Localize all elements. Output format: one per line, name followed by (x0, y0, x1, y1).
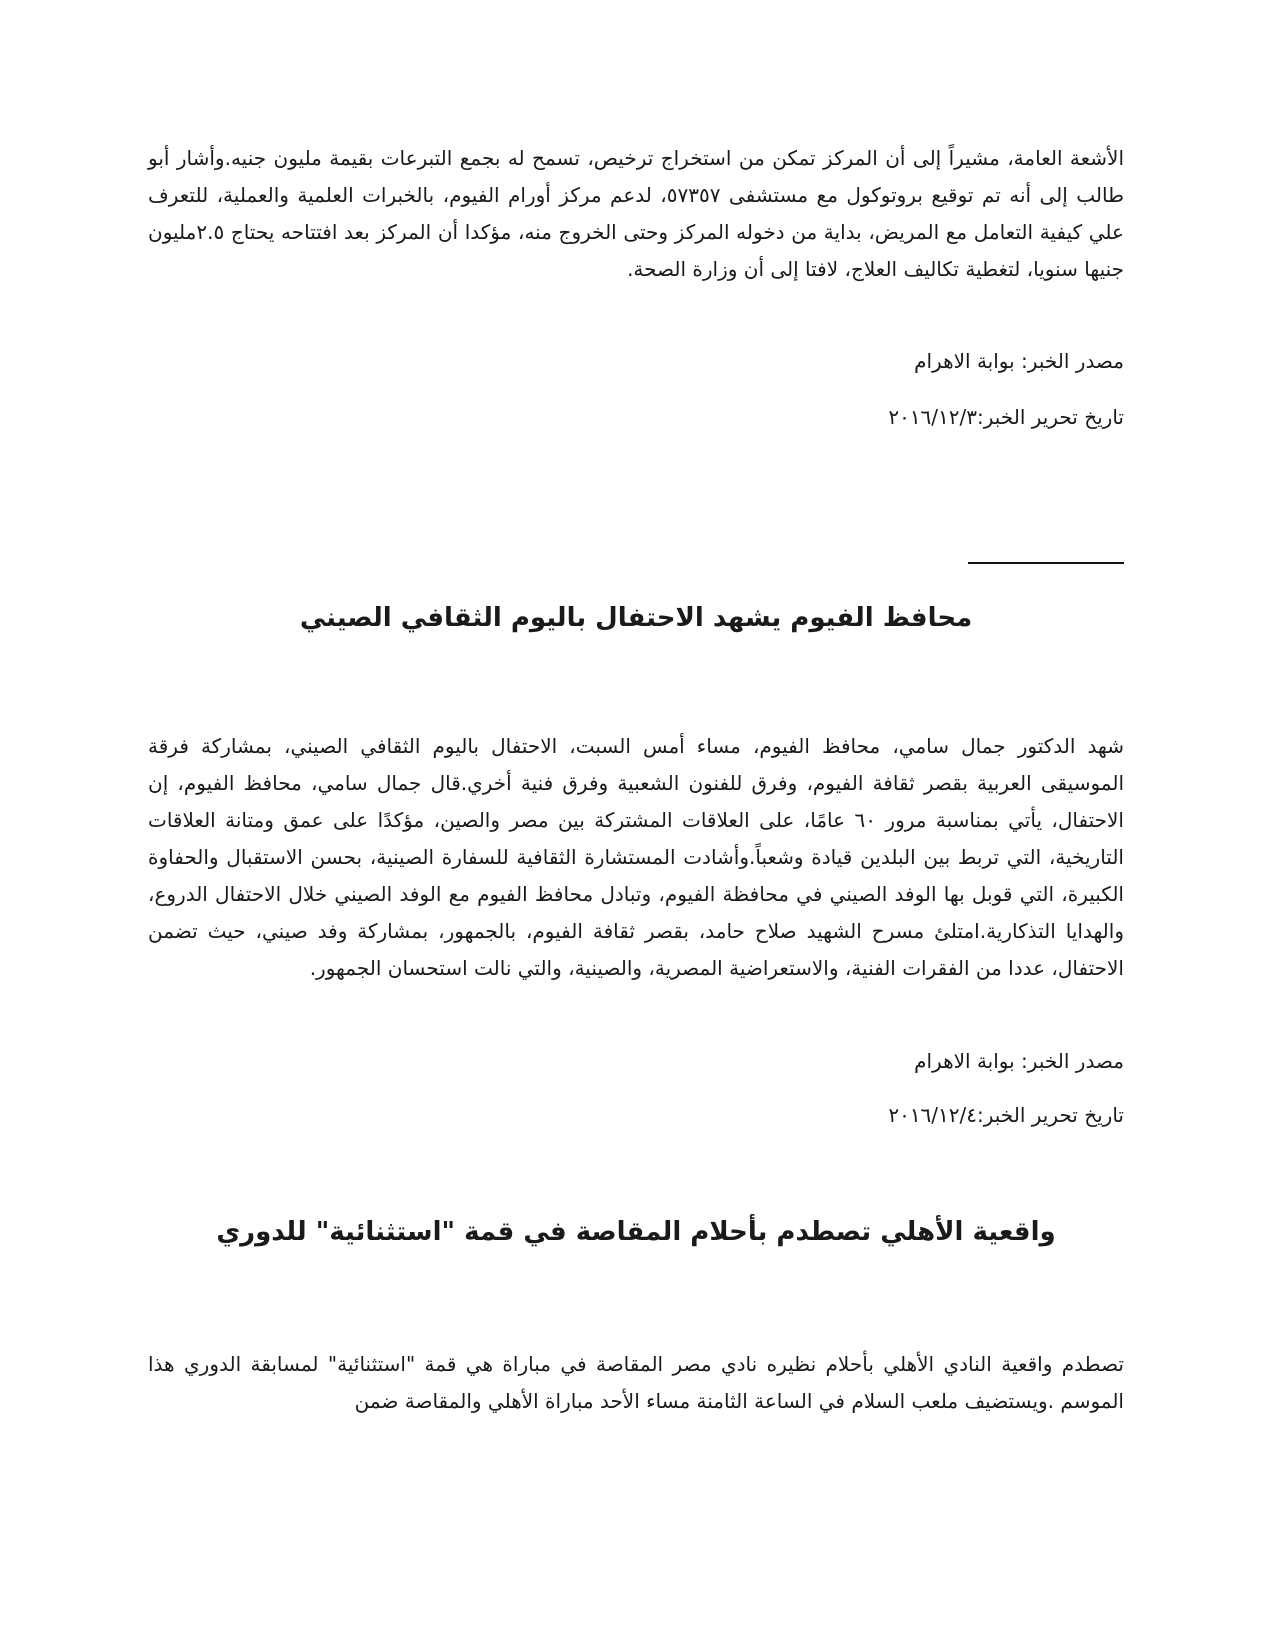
article2-source: مصدر الخبر: بوابة الاهرام (914, 1049, 1124, 1073)
article1-source: مصدر الخبر: بوابة الاهرام (914, 349, 1124, 373)
article1-date: تاريخ تحرير الخبر:٢٠١٦/١٢/٣ (888, 405, 1124, 429)
section-divider (968, 562, 1124, 564)
article2-date: تاريخ تحرير الخبر:٢٠١٦/١٢/٤ (888, 1103, 1124, 1127)
article3-title: واقعية الأهلي تصطدم بأحلام المقاصة في قمة "استثنائية" للدوري (216, 1217, 1056, 1247)
article2-title: محافظ الفيوم يشهد الاحتفال باليوم الثقافي الصيني (299, 603, 973, 633)
article2-body: شهد الدكتور جمال سامي، محافظ الفيوم، مساء أمس السبت، الاحتفال باليوم الثقافي الصيني، بمشاركة فرقة الموسيقى العربية بقصر ثقافة الفيوم، وفرق للفنون الشعبية وفرق فنية أخري.قال جمال سامي، محافظ الفيوم، إن الاحتفال، يأتي بمناسبة مرور ٦٠ عامًا، على العلاقات المشتركة بين مصر والصين، مؤكدًا على عمق ومتانة العلاقات التاريخية، التي تربط بين البلدين قيادة وشعباً.وأشادت المستشارة الثقافية للسفارة الصينية، بحسن الاستقبال والحفاوة الكبيرة، التي قوبل بها الوفد الصيني في محافظة الفيوم، وتبادل محافظ الفيوم مع الوفد الصيني خلال الاحتفال الدروع، والهدايا التذكارية.امتلئ مسرح الشهيد صلاح حامد، بقصر ثقافة الفيوم، بالجمهور، بمشاركة وفد صيني، حيث تضمن الاحتفال، عددا من الفقرات الفنية، والاستعراضية المصرية، والصينية، والتي نالت استحسان الجمهور. (148, 734, 1124, 980)
article1-body: الأشعة العامة، مشيراً إلى أن المركز تمكن من استخراج ترخيص، تسمح له بجمع التبرعات بقيمة مليون جنيه.وأشار أبو طالب إلى أنه تم توقيع بروتوكول مع مستشفى ٥٧٣٥٧، لدعم مركز أورام الفيوم، بالخبرات العلمية والعملية، للتعرف علي كيفية التعامل مع المريض، بداية من دخوله المركز وحتى الخروج منه، مؤكدا أن المركز بعد افتتاحه يحتاج ٢.٥مليون جنيها سنويا، لتغطية تكاليف العلاج، لافتا إلى أن وزارة الصحة. (148, 146, 1124, 281)
article3-body: تصطدم واقعية النادي الأهلي بأحلام نظيره نادي مصر المقاصة في مباراة هي قمة "استثنائية" لمسابقة الدوري هذا الموسم .ويستضيف ملعب السلام في الساعة الثامنة مساء الأحد مباراة الأهلي والمقاصة ضمن (148, 1352, 1124, 1413)
